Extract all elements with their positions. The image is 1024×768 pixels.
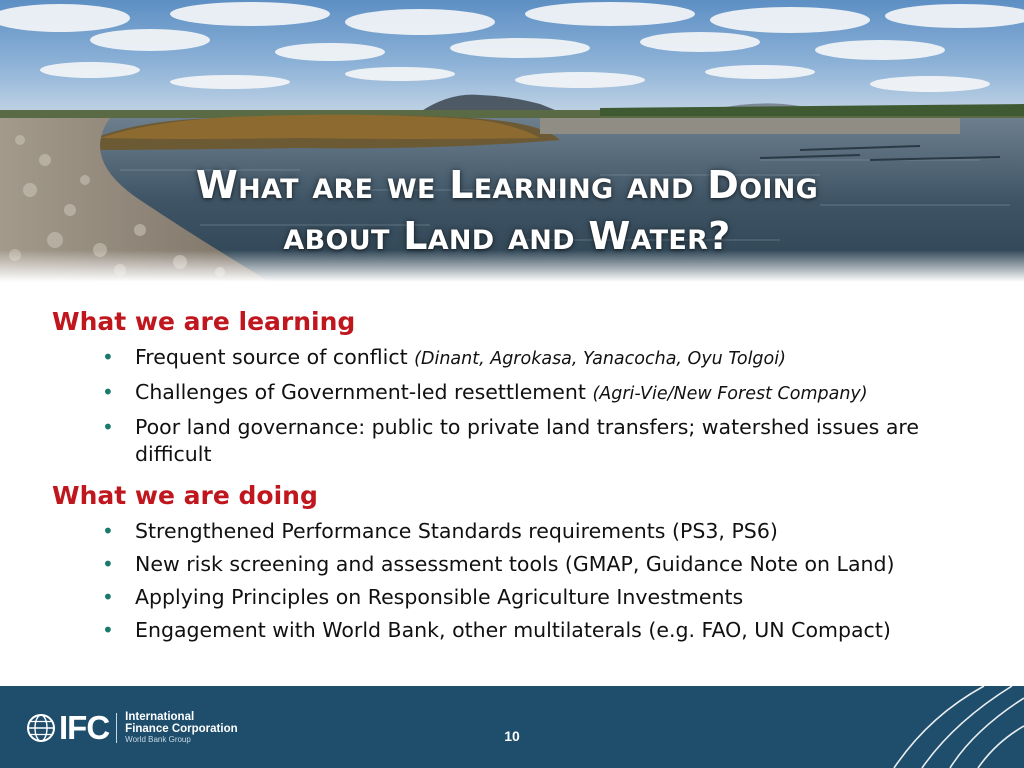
bullet-dot-icon: • xyxy=(102,519,114,543)
list-item xyxy=(100,379,1002,408)
list-item xyxy=(100,344,1002,373)
ifc-logo[interactable] xyxy=(26,711,238,745)
page-number: 10 xyxy=(504,728,520,744)
list-item xyxy=(100,584,1002,611)
list-item-text: Engagement with World Bank, other multilaterals (e.g. FAO, UN Compact) xyxy=(135,618,891,642)
slide-title-line2: about Land and Water? xyxy=(283,214,731,258)
list-item-note: (Agri-Vie/New Forest Company) xyxy=(592,384,868,404)
bullet-dot-icon: • xyxy=(102,380,114,404)
logo-divider xyxy=(116,713,117,743)
list-item-text: Applying Principles on Responsible Agriculture Investments xyxy=(135,585,744,609)
learning-list xyxy=(52,344,1002,468)
list-item-text: Strengthened Performance Standards requirements (PS3, PS6) xyxy=(135,519,778,543)
slide-title-line1: What are we Learning and Doing xyxy=(195,163,819,207)
list-item-text: Frequent source of conflict xyxy=(135,345,415,369)
list-item xyxy=(100,551,1002,578)
slide-content xyxy=(52,306,1002,644)
bullet-dot-icon: • xyxy=(102,345,114,369)
list-item-text: New risk screening and assessment tools (GMAP, Guidance Note on Land) xyxy=(135,552,895,576)
header-photo xyxy=(0,0,1024,282)
slide-footer xyxy=(0,686,1024,768)
org-name-line2: Finance Corporation xyxy=(125,723,238,735)
bullet-dot-icon: • xyxy=(102,552,114,576)
list-item xyxy=(100,518,1002,545)
list-item-text: Challenges of Government-led resettlement xyxy=(135,380,593,404)
ifc-logo-mark: IFC xyxy=(59,709,110,746)
decorative-curves-icon xyxy=(874,686,1024,768)
slide-title xyxy=(0,160,1014,262)
list-item xyxy=(100,617,1002,644)
bullet-dot-icon: • xyxy=(102,415,114,439)
org-name-line3: World Bank Group xyxy=(125,735,191,744)
doing-list xyxy=(52,518,1002,644)
org-name xyxy=(125,711,237,745)
org-name-line1: International xyxy=(125,711,195,723)
bullet-dot-icon: • xyxy=(102,585,114,609)
learning-heading: What we are learning xyxy=(52,307,356,336)
world-globe-icon xyxy=(26,713,56,743)
list-item-note: (Dinant, Agrokasa, Yanacocha, Oyu Tolgoi) xyxy=(414,349,786,369)
doing-heading: What we are doing xyxy=(52,481,318,510)
list-item-text: Poor land governance: public to private land transfers; watershed issues are difficult xyxy=(135,415,920,466)
bullet-dot-icon: • xyxy=(102,618,114,642)
list-item xyxy=(100,414,1002,468)
